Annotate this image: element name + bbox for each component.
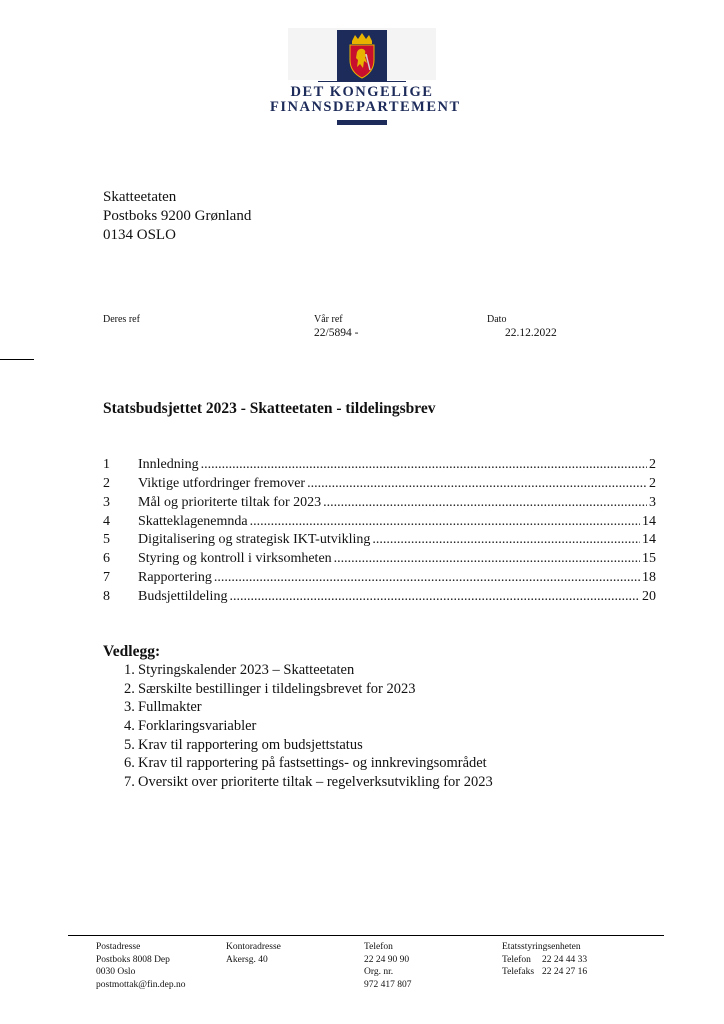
attachment-item [124, 774, 493, 793]
attachment-number: 4. [124, 718, 135, 734]
toc-leader [229, 589, 640, 605]
attachment-item [124, 737, 363, 756]
toc-number: 6 [103, 551, 110, 566]
attachment-number: 7. [124, 774, 135, 790]
toc-leader [214, 570, 640, 586]
toc-row[interactable] [103, 589, 656, 608]
var-ref-value: 22/5894 - [314, 327, 359, 339]
toc-title: Skatteklagenemnda [138, 514, 248, 529]
toc-row[interactable] [103, 514, 656, 533]
attachment-item [124, 718, 256, 737]
toc-row[interactable] [103, 476, 656, 495]
toc-row[interactable] [103, 495, 656, 514]
toc-number: 7 [103, 570, 110, 585]
toc-leader [307, 476, 647, 492]
postadresse-line1: Postboks 8008 Dep [96, 954, 170, 965]
recipient-street: Postboks 9200 Grønland [103, 208, 252, 224]
attachment-text: Særskilte bestillinger i tildelingsbrevet for 2023 [138, 681, 416, 697]
toc-leader [201, 457, 647, 473]
attachment-item [124, 755, 487, 774]
toc-leader [334, 551, 640, 567]
deres-ref-label: Deres ref [103, 314, 140, 325]
recipient-name: Skatteetaten [103, 189, 177, 205]
attachments-heading: Vedlegg: [103, 643, 161, 660]
orgnr-label: Org. nr. [364, 967, 394, 977]
attachment-text: Oversikt over prioriterte tiltak – regelverksutvikling for 2023 [138, 774, 493, 790]
toc-title: Mål og prioriterte tiltak for 2023 [138, 495, 322, 510]
toc-page: 14 [642, 532, 656, 547]
attachment-number: 3. [124, 699, 135, 715]
footer-postadresse [96, 941, 186, 991]
etat-telefon-label: Telefon [502, 954, 531, 965]
toc-page: 20 [642, 589, 656, 604]
toc-title: Rapportering [138, 570, 212, 585]
toc-number: 5 [103, 532, 110, 547]
toc-page: 2 [649, 476, 656, 491]
telefon-label: Telefon [364, 942, 393, 952]
attachment-item [124, 681, 415, 700]
logo-text-line1: DET KONGELIGE [290, 84, 434, 100]
attachment-text: Fullmakter [138, 699, 202, 715]
footer-etat [502, 941, 587, 979]
etat-telefon-value: 22 24 44 33 [542, 954, 588, 965]
logo-text-line2: FINANSDEPARTEMENT [270, 99, 461, 115]
toc-number: 4 [103, 514, 110, 529]
telefon-value: 22 24 90 90 [364, 954, 410, 965]
orgnr-value: 972 417 807 [364, 979, 412, 990]
toc-row[interactable] [103, 551, 656, 570]
dato-value: 22.12.2022 [505, 327, 557, 339]
toc-page: 15 [642, 551, 656, 566]
etat-telefaks-value: 22 24 27 16 [542, 967, 588, 977]
toc-row[interactable] [103, 457, 656, 476]
attachment-text: Styringskalender 2023 – Skatteetaten [138, 662, 355, 678]
document-title: Statsbudsjettet 2023 - Skatteetaten - tildelingsbrev [103, 400, 436, 417]
toc-leader [323, 495, 647, 511]
etat-label: Etatsstyringsenheten [502, 942, 581, 952]
toc-page: 3 [649, 495, 656, 510]
logo-rule [318, 81, 406, 82]
toc-page: 2 [649, 457, 656, 472]
etat-telefon [502, 954, 587, 967]
postadresse-label: Postadresse [96, 942, 141, 952]
toc-leader [250, 514, 640, 530]
etat-telefaks-label: Telefaks [502, 967, 535, 977]
toc-leader [372, 532, 640, 548]
attachment-number: 2. [124, 681, 135, 697]
toc-title: Viktige utfordringer fremover [138, 476, 306, 491]
footer-kontoradresse [226, 941, 281, 966]
toc-title: Styring og kontroll i virksomheten [138, 551, 332, 566]
dato-label: Dato [487, 314, 507, 325]
norwegian-coat-of-arms-icon [337, 30, 387, 82]
toc-row[interactable] [103, 532, 656, 551]
attachment-text: Krav til rapportering om budsjettstatus [138, 737, 363, 753]
attachment-number: 6. [124, 755, 135, 771]
attachment-number: 5. [124, 737, 135, 753]
attachment-number: 1. [124, 662, 135, 678]
toc-page: 18 [642, 570, 656, 585]
attachment-item [124, 699, 202, 718]
toc-page: 14 [642, 514, 656, 529]
attachment-item [124, 662, 354, 681]
attachment-text: Krav til rapportering på fastsettings- og innkrevingsområdet [138, 755, 487, 771]
etat-telefaks [502, 966, 587, 979]
postadresse-line2: 0030 Oslo [96, 967, 136, 977]
toc-title: Budsjettildeling [138, 589, 228, 604]
toc-number: 3 [103, 495, 110, 510]
footer-divider [68, 935, 664, 936]
toc-number: 1 [103, 457, 110, 472]
attachment-text: Forklaringsvariabler [138, 718, 257, 734]
toc-number: 8 [103, 589, 110, 604]
toc-number: 2 [103, 476, 110, 491]
fold-mark [0, 359, 34, 360]
logo-bar [337, 120, 387, 125]
postadresse-email[interactable]: postmottak@fin.dep.no [96, 979, 186, 990]
toc-row[interactable] [103, 570, 656, 589]
kontoradresse-label: Kontoradresse [226, 942, 281, 952]
recipient-city: 0134 OSLO [103, 227, 176, 243]
footer-telefon [364, 941, 412, 991]
toc-title: Innledning [138, 457, 199, 472]
kontoradresse-line1: Akersg. 40 [226, 954, 268, 965]
toc-title: Digitalisering og strategisk IKT-utvikling [138, 532, 371, 547]
var-ref-label: Vår ref [314, 314, 343, 325]
